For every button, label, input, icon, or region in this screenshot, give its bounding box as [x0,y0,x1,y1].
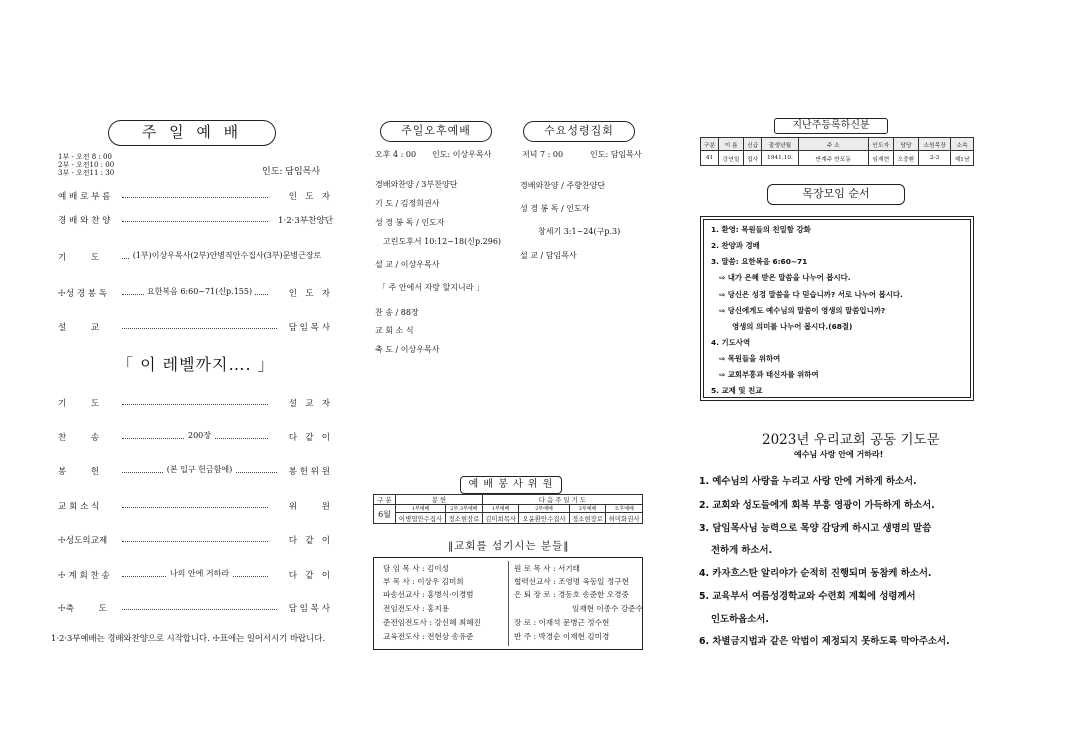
cell-item: 4. 기도사역 [711,338,751,347]
time-1: 1부 - 오전 8 : 00 [58,153,112,161]
prayer-item: 전하게 하소서. [711,545,773,556]
newcomer-header: 인도자 [868,138,893,151]
newcomer-header: 이 름 [719,138,744,151]
committee-cell: 오윤환안수집사 [519,513,569,524]
servant-line: 임재현 이종수 강준수 [572,604,643,613]
worship-item-label: 봉 헌 [58,467,100,477]
newcomer-cell: 집사 [744,151,762,166]
afternoon-item: 찬 송 / 88장 [375,308,419,317]
worship-item-detail: (1부)이상우목사(2부)안병직안수집사(3부)문병근장로 [122,250,332,261]
wednesday-title: 수요성령집회 [523,121,635,142]
afternoon-time: 오후 4 : 00 [375,150,417,159]
newcomer-cell: 2-3 [919,151,951,166]
committee-header-prayer: 다 음 주 일 기 도 [482,495,642,505]
servant-line: 파송선교사 : 홍병식·이경범 [383,590,474,599]
servant-line: 협력선교사 : 조영명 육동일 정구현 [514,577,629,586]
cell-item: 2. 찬양과 경배 [711,241,760,250]
worship-item-label: 기 도 [58,399,100,409]
committee-cell: 허미화권사 [606,513,643,524]
worship-item-label: 경 배 와 찬 양 [58,216,111,226]
worship-item-leader: 다 같 이 [288,536,330,546]
newcomer-header: 소속 [951,138,974,151]
afternoon-item: 설 교 / 이상우목사 [375,260,440,269]
worship-item-leader: 봉 헌 위 원 [288,467,330,477]
prayer-subtitle: 예수님 사랑 안에 거하라! [794,450,884,459]
newcomer-header: 담당 [893,138,918,151]
newcomer-header: 구분 [701,138,719,151]
cell-meeting-title: 목장모임 순서 [767,184,905,205]
newcomer-header: 소원목장 [919,138,951,151]
newcomer-cell: 오중환 [893,151,918,166]
committee-cell: 정소현장로 [569,513,606,524]
cell-item: 1. 환영: 목원들의 친밀함 강화 [711,225,811,234]
afternoon-item: 축 도 / 이상우목사 [375,345,440,354]
worship-item-label: ☩ 계 회 찬 송 [58,571,110,581]
worship-item-label: 예 배 로 부 름 [58,192,111,202]
wednesday-leader: 인도: 담임목사 [590,150,642,159]
servant-line: 부 목 사 : 이상우 김미희 [383,577,464,586]
servant-line: 담 임 목 사 : 김이성 [383,564,449,573]
servant-line: 은 퇴 장 로 : 경동호 송준한 오경중 [514,590,629,599]
wednesday-scripture: 창세기 3:1~24(구p.3) [538,227,621,236]
cell-item: ⇨ 내가 은혜 받은 말씀을 나누어 봅시다. [719,273,851,282]
committee-table [373,494,643,524]
servant-line: 원 로 목 사 : 서기태 [514,564,580,573]
committee-sub: 3부예배 [569,505,606,513]
afternoon-scripture: 고린도후서 10:12~18(신p.296) [383,237,502,246]
committee-sub: 1부예배 [396,505,446,513]
worship-item-leader: 담 임 목 사 [288,323,330,333]
worship-item-label: 교 회 소 식 [58,502,100,512]
leader-dots [122,609,277,610]
time-2: 2부 - 오전10 : 00 [58,161,115,170]
wednesday-item: 경배와찬양 / 주향찬양단 [520,181,606,190]
prayer-item: 5. 교육부서 여름성경학교와 수련회 계획에 성령께서 [699,591,916,602]
afternoon-item: 기 도 / 김정희권사 [375,199,440,208]
servant-line: 전임전도사 : 홍지용 [383,604,450,613]
cell-item: 5. 교제 및 친교 [711,386,763,395]
afternoon-title: 주일오후예배 [380,121,492,142]
committee-sub: 2부,3부예배 [446,505,483,513]
newcomer-header: 주 소 [798,138,868,151]
newcomer-cell: 41 [701,151,719,166]
cell-item: ⇨ 목원들을 위하여 [719,354,781,363]
committee-cell: 김미희목사 [482,513,519,524]
worship-item-label: ☩축 도 [58,604,107,614]
afternoon-leader: 인도: 이상우목사 [432,150,492,159]
newcomer-table [700,137,974,166]
afternoon-item: 경배와찬양 / 3부찬양단 [375,180,458,189]
servant-line: 교육전도사 : 전현상 송유준 [383,632,474,641]
cell-item: ⇨ 당신에게도 예수님의 말씀이 영생의 말씀입니까? [719,306,886,315]
prayer-item: 인도하옵소서. [711,614,769,625]
cell-item: 영생의 의미를 나누어 봅시다.(68절) [732,322,853,331]
worship-leader: 인도: 담임목사 [262,167,321,177]
newcomer-cell: 1941.10. [762,151,799,166]
newcomer-cell: 반계주 반포동 [798,151,868,166]
sermon-title: 「 이 레벨까지…. 」 [117,355,275,374]
worship-item-detail: 요한복음 6:60~71(신p.155) [122,286,277,297]
newcomer-cell: 임재현 [868,151,893,166]
worship-item-leader: 설 교 자 [288,399,330,409]
servants-box [373,557,643,650]
afternoon-sermon-title: 「 주 안에서 자랑 할지니라 」 [378,283,484,292]
worship-item-label: ☩성 경 봉 독 [58,289,108,299]
worship-item-leader: 위 원 [288,502,330,512]
prayer-item: 2. 교회와 성도들에게 회복 부흥 영광이 가득하게 하소서. [699,500,935,511]
leader-dots [122,328,277,329]
servant-line: 준전임전도사 : 강신혜 최혜진 [383,618,481,627]
prayer-item: 1. 예수님의 사랑을 누리고 사랑 안에 거하게 하소서. [699,476,917,487]
afternoon-item: 성 경 봉 독 / 인도자 [375,218,445,227]
committee-title: 예 배 봉 사 위 원 [460,476,562,494]
worship-item-detail: (본 입구 헌금함에) [122,464,277,475]
worship-item-leader: 다 같 이 [288,571,330,581]
leader-dots [122,221,268,222]
worship-item-leader: 담 임 목 사 [288,604,330,614]
leader-dots [122,541,268,542]
servant-line: 반 주 : 박경순 이재현 김미경 [514,632,610,641]
worship-item-label: 설 교 [58,323,100,333]
prayer-item: 6. 차별금지법과 같은 악법이 제정되지 못하도록 막아주소서. [699,636,950,647]
committee-month: 6월 [374,505,396,524]
servant-line: 장 로 : 이재석 문병근 정수현 [514,618,610,627]
worship-item-leader: 다 같 이 [288,433,330,443]
wednesday-item: 성 경 봉 독 / 인도자 [520,204,590,213]
committee-sub: 1부예배 [482,505,519,513]
committee-cell: 이병엽안수집사 [396,513,446,524]
newcomer-title: 지난주등록하신분 [774,118,888,134]
worship-item-label: ☩성도의교제 [58,536,108,546]
worship-title: 주 일 예 배 [108,120,276,146]
committee-sub: 오후예배 [606,505,643,513]
worship-item-detail: 나의 안에 거하라 [122,568,277,579]
worship-item-label: 찬 송 [58,433,100,443]
worship-item-leader: 1·2·3부찬양단 [278,216,334,226]
worship-item-leader: 인 도 자 [288,192,330,202]
time-3: 3부 - 오전11 : 30 [58,169,115,178]
footnote: 1·2·3부예배는 경배와찬양으로 시작합니다. ☩표에는 일어서시기 바랍니다. [51,633,325,643]
cell-item: 3. 말씀: 요한복음 6:60~71 [711,257,808,266]
committee-sub: 2부예배 [519,505,569,513]
leader-dots [122,507,268,508]
committee-cell: 정소현장로 [446,513,483,524]
committee-header-offering: 봉 헌 [396,495,483,505]
wednesday-time: 저녁 7 : 00 [522,150,564,159]
committee-header-type: 구 분 [374,495,396,505]
worship-item-label: 기 도 [58,253,100,263]
prayer-item: 3. 담임목사님 능력으로 목양 감당케 하시고 생명의 말씀 [699,523,932,534]
worship-item-leader: 인 도 자 [288,289,330,299]
prayer-title: 2023년 우리교회 공동 기도문 [762,432,940,448]
cell-item: ⇨ 당신은 성경 말씀을 다 믿습니까? 서로 나누어 봅시다. [719,290,903,299]
newcomer-cell: 강연일 [719,151,744,166]
newcomer-cell: 제1남 [951,151,974,166]
newcomer-header: 신급 [744,138,762,151]
leader-dots [122,404,268,405]
worship-item-detail: 200장 [122,430,277,441]
prayer-item: 4. 카자흐스탄 알리야가 순적히 진행되며 동참케 하소서. [699,568,932,579]
servants-title: ‖교회를 섬기시는 분들‖ [448,540,570,552]
leader-dots [122,197,268,198]
newcomer-header: 출생년월 [762,138,799,151]
cell-item: ⇨ 교회부흥과 태신자를 위하여 [719,370,819,379]
afternoon-item: 교 회 소 식 [375,326,414,335]
wednesday-item: 설 교 / 담임목사 [520,251,577,260]
worship-times [58,153,114,177]
